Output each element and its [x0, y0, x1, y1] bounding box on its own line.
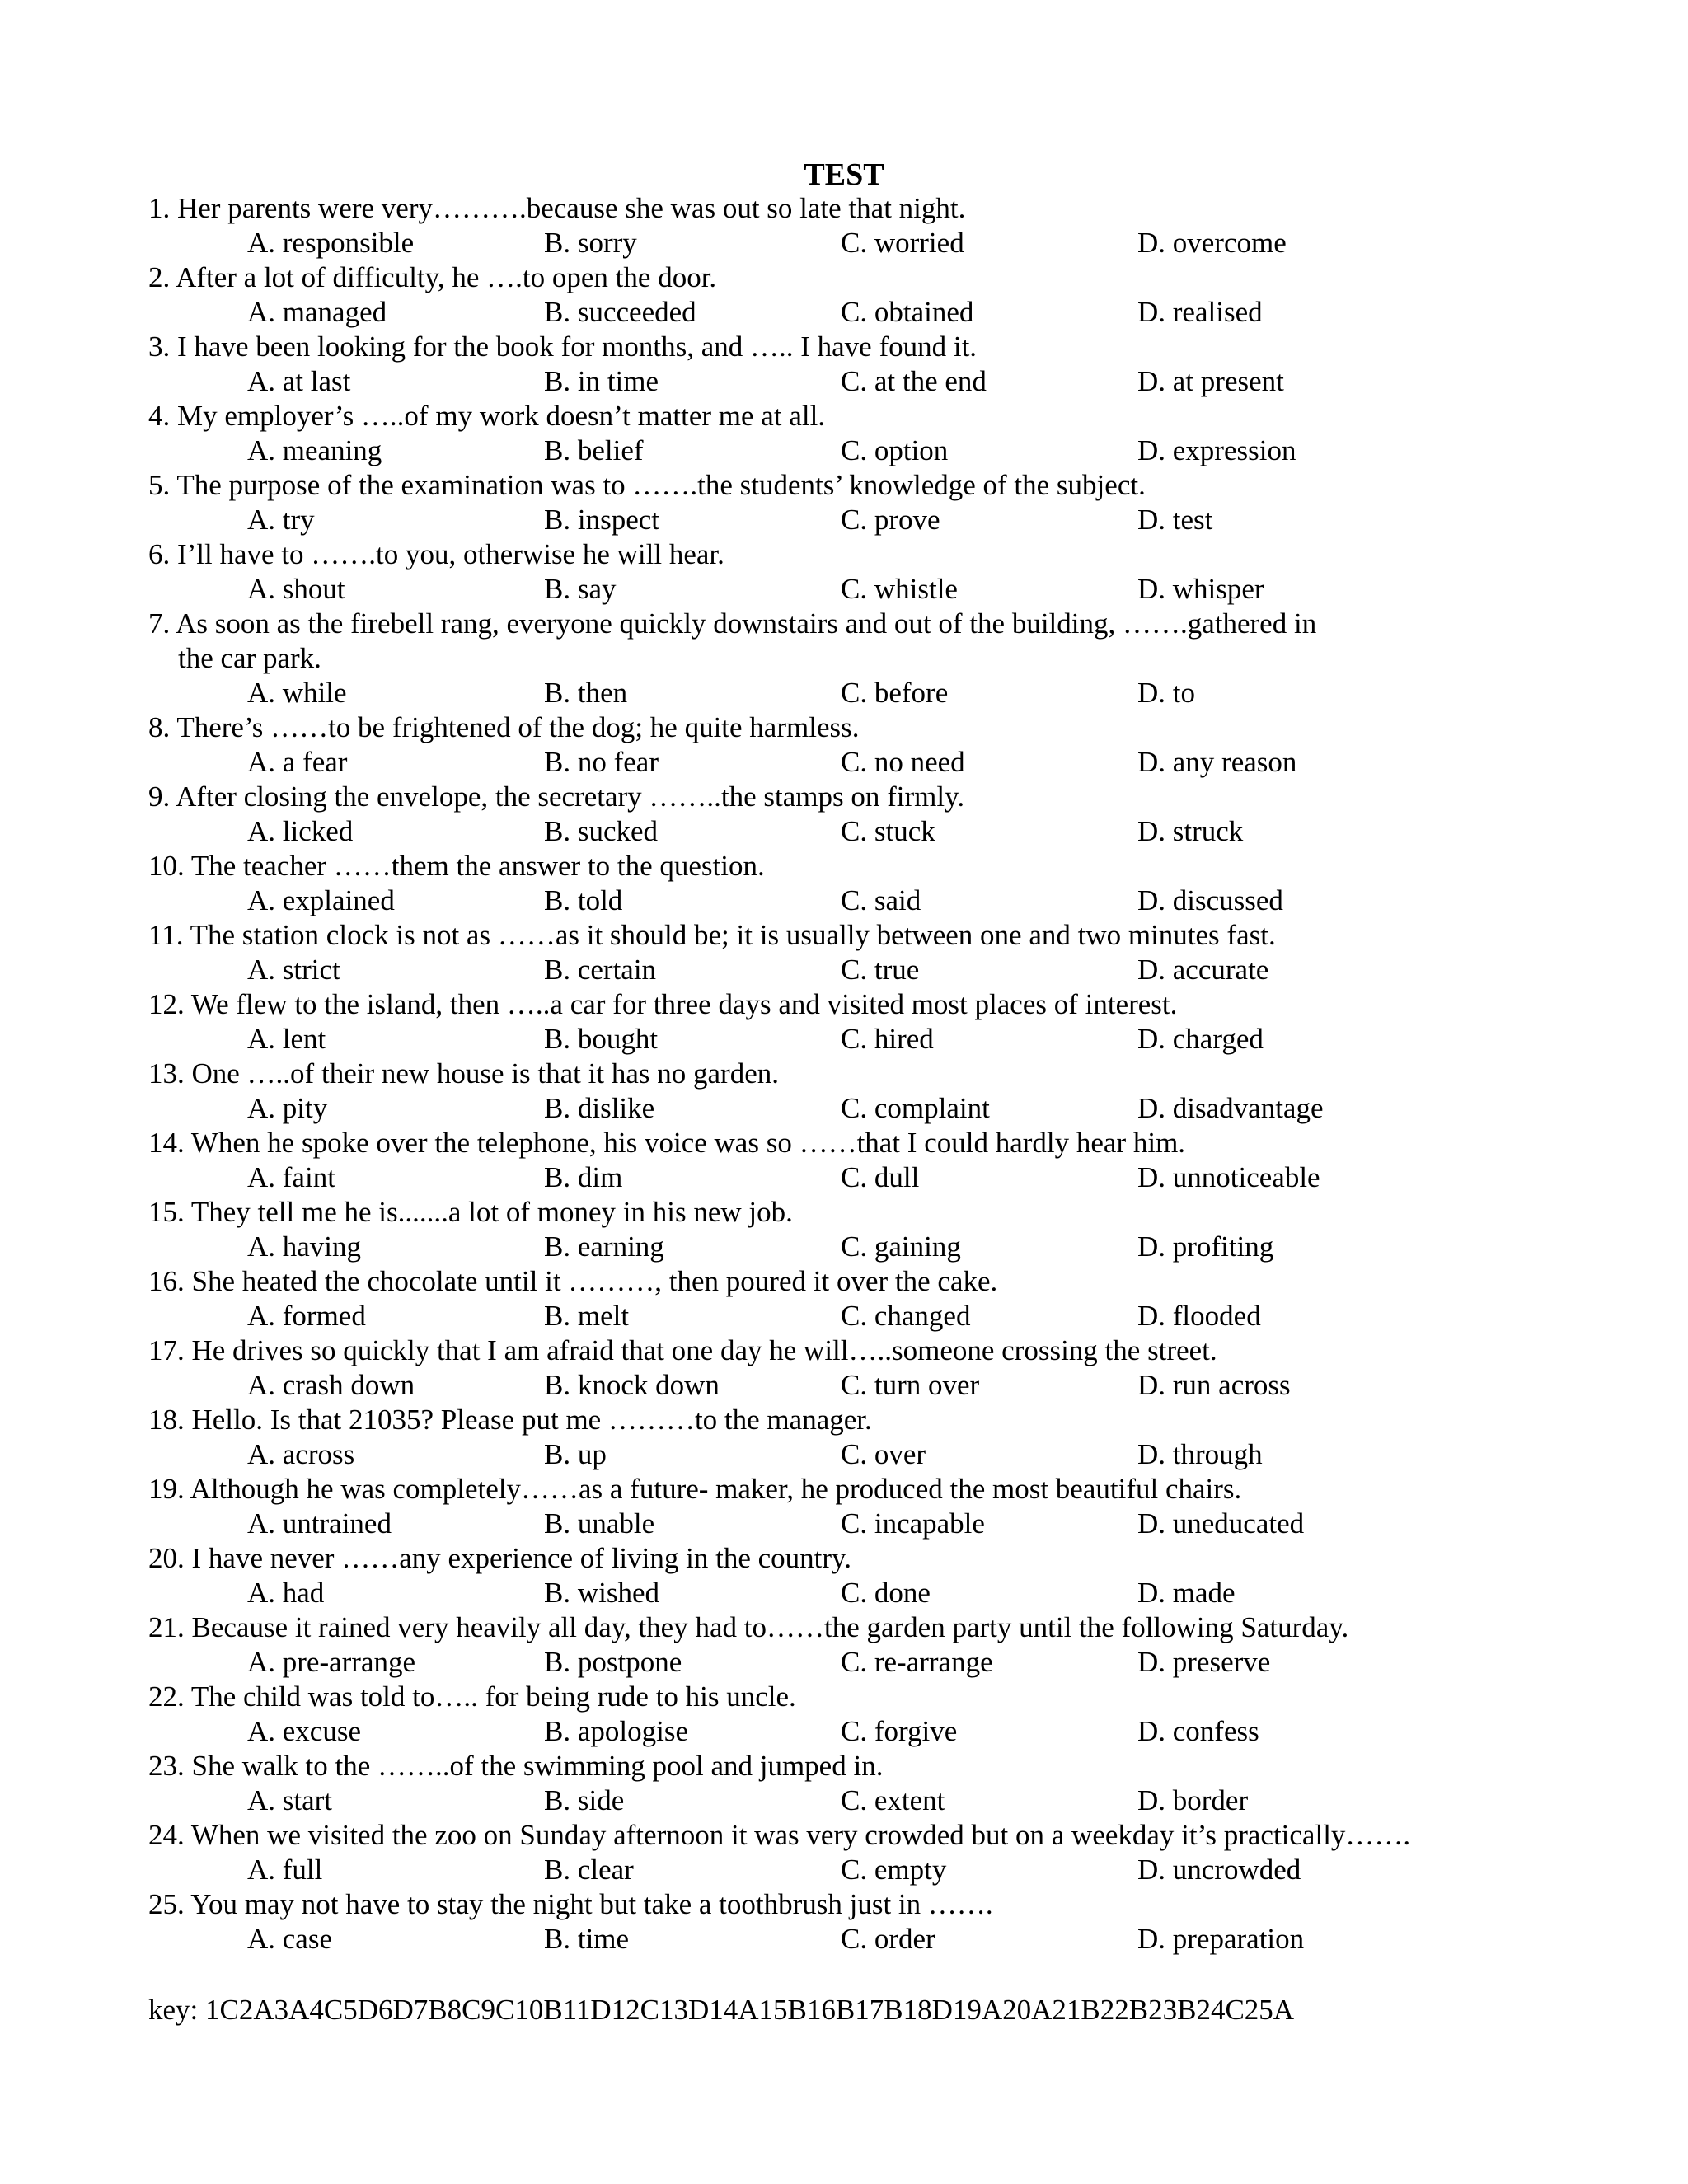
- option-a: A. formed: [247, 1300, 366, 1332]
- option-b: B. time: [544, 1923, 630, 1955]
- option-b: B. dim: [544, 1161, 623, 1193]
- option-d: D. flooded: [1137, 1300, 1261, 1332]
- option-d: D. made: [1137, 1577, 1236, 1609]
- option-a: A. while: [247, 677, 347, 709]
- option-a: A. a fear: [247, 746, 348, 778]
- option-c: C. complaint: [841, 1092, 990, 1124]
- option-c: C. stuck: [841, 815, 935, 847]
- options-row: [148, 1576, 1657, 1610]
- options-row: [148, 434, 1657, 468]
- options-row: [148, 503, 1657, 537]
- option-c: C. order: [841, 1923, 935, 1955]
- option-d: D. through: [1137, 1438, 1263, 1470]
- question-item: [148, 1333, 1657, 1403]
- option-d: D. uncrowded: [1137, 1854, 1301, 1886]
- option-a: A. shout: [247, 573, 345, 605]
- question-text: 10. The teacher ……them the answer to the question.: [148, 850, 765, 882]
- option-c: C. at the end: [841, 365, 987, 397]
- question-text: 18. Hello. Is that 21035? Please put me ………to the manager.: [148, 1404, 872, 1436]
- option-a: A. excuse: [247, 1715, 362, 1747]
- option-d: D. run across: [1137, 1369, 1291, 1401]
- option-a: A. lent: [247, 1023, 326, 1055]
- question-text: 8. There’s ……to be frightened of the dog; he quite harmless.: [148, 711, 860, 743]
- option-a: A. having: [247, 1230, 362, 1263]
- question-item: [148, 1680, 1657, 1749]
- options-row: [148, 572, 1657, 607]
- question-text: 22. The child was told to….. for being rude to his uncle.: [148, 1680, 796, 1713]
- option-c: C. changed: [841, 1300, 971, 1332]
- option-c: C. empty: [841, 1854, 947, 1886]
- option-b: B. say: [544, 573, 617, 605]
- question-text: 4. My employer’s …..of my work doesn’t matter me at all.: [148, 400, 826, 432]
- option-d: D. expression: [1137, 434, 1296, 466]
- option-c: C. said: [841, 884, 921, 916]
- question-item: [148, 710, 1657, 780]
- option-d: D. disadvantage: [1137, 1092, 1324, 1124]
- options-row: [148, 676, 1657, 710]
- option-c: C. gaining: [841, 1230, 961, 1263]
- question-item: [148, 1749, 1657, 1818]
- option-d: D. whisper: [1137, 573, 1264, 605]
- options-row: [148, 1853, 1657, 1887]
- question-text: 19. Although he was completely……as a future- maker, he produced the most beautiful chairs.: [148, 1473, 1242, 1505]
- question-item: [148, 399, 1657, 468]
- option-d: D. any reason: [1137, 746, 1297, 778]
- question-item: [148, 1403, 1657, 1472]
- option-b: B. sucked: [544, 815, 659, 847]
- option-b: B. apologise: [544, 1715, 688, 1747]
- option-d: D. discussed: [1137, 884, 1283, 916]
- question-text: 17. He drives so quickly that I am afraid that one day he will…..someone crossing the street.: [148, 1334, 1217, 1366]
- question-item: [148, 1887, 1657, 1957]
- question-item: [148, 1541, 1657, 1610]
- question-item: [148, 330, 1657, 399]
- option-c: C. no need: [841, 746, 965, 778]
- option-a: A. had: [247, 1577, 325, 1609]
- question-item: [148, 918, 1657, 987]
- option-c: C. forgive: [841, 1715, 958, 1747]
- option-b: B. then: [544, 677, 628, 709]
- question-item: [148, 849, 1657, 918]
- option-c: C. re-arrange: [841, 1646, 993, 1678]
- options-row: [148, 883, 1657, 918]
- page-title: TEST: [804, 157, 884, 192]
- option-d: D. unnoticeable: [1137, 1161, 1320, 1193]
- option-d: D. charged: [1137, 1023, 1264, 1055]
- option-a: A. faint: [247, 1161, 335, 1193]
- option-c: C. true: [841, 954, 920, 986]
- question-text: 6. I’ll have to …….to you, otherwise he will hear.: [148, 538, 724, 570]
- option-a: A. explained: [247, 884, 395, 916]
- question-item: [148, 1057, 1657, 1126]
- option-b: B. side: [544, 1784, 625, 1816]
- option-b: B. no fear: [544, 746, 659, 778]
- options-row: [148, 1160, 1657, 1195]
- option-c: C. whistle: [841, 573, 958, 605]
- answer-key: key: 1C2A3A4C5D6D7B8C9C10B11D12C13D14A15B16B17B18D19A20A21B22B23B24C25A: [148, 1994, 1295, 2026]
- option-d: D. at present: [1137, 365, 1284, 397]
- option-b: B. bought: [544, 1023, 659, 1055]
- option-a: A. pity: [247, 1092, 328, 1124]
- question-text: 14. When he spoke over the telephone, his voice was so ……that I could hardly hear him.: [148, 1127, 1186, 1159]
- options-row: [148, 226, 1657, 260]
- question-text: 25. You may not have to stay the night but take a toothbrush just in …….: [148, 1888, 993, 1920]
- question-text: 7. As soon as the firebell rang, everyone quickly downstairs and out of the building, …….gathered in: [148, 607, 1317, 640]
- question-item: [148, 987, 1657, 1057]
- question-text: 15. They tell me he is.......a lot of money in his new job.: [148, 1196, 793, 1228]
- option-a: A. start: [247, 1784, 333, 1816]
- question-item: [148, 607, 1657, 710]
- options-row: [148, 1299, 1657, 1333]
- question-text: 21. Because it rained very heavily all day, they had to……the garden party until the following Saturday.: [148, 1611, 1349, 1643]
- question-text: 24. When we visited the zoo on Sunday afternoon it was very crowded but on a weekday it’s practically…….: [148, 1819, 1411, 1851]
- option-d: D. confess: [1137, 1715, 1259, 1747]
- option-a: A. meaning: [247, 434, 382, 466]
- option-b: B. told: [544, 884, 623, 916]
- option-b: B. belief: [544, 434, 644, 466]
- question-text: 1. Her parents were very……….because she was out so late that night.: [148, 192, 966, 224]
- option-c: C. dull: [841, 1161, 920, 1193]
- option-c: C. hired: [841, 1023, 934, 1055]
- question-text: 13. One …..of their new house is that it has no garden.: [148, 1057, 779, 1090]
- question-item: [148, 1195, 1657, 1264]
- options-row: [148, 1645, 1657, 1680]
- options-row: [148, 1507, 1657, 1541]
- question-item: [148, 780, 1657, 849]
- options-row: [148, 1714, 1657, 1749]
- option-b: B. sorry: [544, 227, 637, 259]
- option-c: C. option: [841, 434, 949, 466]
- question-text: the car park.: [178, 642, 321, 674]
- options-row: [148, 364, 1657, 399]
- option-b: B. wished: [544, 1577, 659, 1609]
- option-c: C. worried: [841, 227, 964, 259]
- question-item: [148, 191, 1657, 260]
- question-text: 5. The purpose of the examination was to …….the students’ knowledge of the subject.: [148, 469, 1146, 501]
- question-item: [148, 1610, 1657, 1680]
- option-a: A. across: [247, 1438, 355, 1470]
- option-a: A. responsible: [247, 227, 415, 259]
- question-text: 16. She heated the chocolate until it ………, then poured it over the cake.: [148, 1265, 998, 1297]
- option-a: A. crash down: [247, 1369, 415, 1401]
- options-row: [148, 1368, 1657, 1403]
- question-item: [148, 1472, 1657, 1541]
- option-a: A. licked: [247, 815, 354, 847]
- option-a: A. strict: [247, 954, 340, 986]
- option-b: B. clear: [544, 1854, 634, 1886]
- option-c: C. prove: [841, 504, 940, 536]
- option-a: A. pre-arrange: [247, 1646, 416, 1678]
- option-c: C. extent: [841, 1784, 945, 1816]
- option-b: B. knock down: [544, 1369, 720, 1401]
- options-row: [148, 1091, 1657, 1126]
- question-item: [148, 260, 1657, 330]
- option-d: D. overcome: [1137, 227, 1287, 259]
- option-b: B. dislike: [544, 1092, 655, 1124]
- question-item: [148, 1818, 1657, 1887]
- question-item: [148, 468, 1657, 537]
- option-d: D. border: [1137, 1784, 1249, 1816]
- options-row: [148, 953, 1657, 987]
- option-d: D. struck: [1137, 815, 1244, 847]
- options-row: [148, 1783, 1657, 1818]
- option-d: D. accurate: [1137, 954, 1269, 986]
- question-text: 9. After closing the envelope, the secretary ……..the stamps on firmly.: [148, 780, 965, 813]
- question-item: [148, 537, 1657, 607]
- option-a: A. case: [247, 1923, 333, 1955]
- option-b: B. inspect: [544, 504, 659, 536]
- question-item: [148, 1126, 1657, 1195]
- question-text: 11. The station clock is not as ……as it should be; it is usually between one and two minutes fast.: [148, 919, 1276, 951]
- option-b: B. in time: [544, 365, 659, 397]
- option-a: A. full: [247, 1854, 323, 1886]
- option-d: D. profiting: [1137, 1230, 1274, 1263]
- option-d: D. uneducated: [1137, 1507, 1305, 1540]
- option-b: B. certain: [544, 954, 657, 986]
- options-row: [148, 295, 1657, 330]
- option-d: D. preparation: [1137, 1923, 1305, 1955]
- options-row: [148, 745, 1657, 780]
- option-b: B. postpone: [544, 1646, 682, 1678]
- question-item: [148, 1264, 1657, 1333]
- question-text: 2. After a lot of difficulty, he ….to open the door.: [148, 261, 717, 293]
- options-row: [148, 1022, 1657, 1057]
- question-text: 3. I have been looking for the book for months, and ….. I have found it.: [148, 330, 978, 363]
- option-c: C. turn over: [841, 1369, 980, 1401]
- options-row: [148, 814, 1657, 849]
- options-row: [148, 1437, 1657, 1472]
- question-list: [148, 191, 1657, 1957]
- option-d: D. to: [1137, 677, 1195, 709]
- question-text: 20. I have never ……any experience of living in the country.: [148, 1542, 851, 1574]
- options-row: [148, 1230, 1657, 1264]
- option-a: A. untrained: [247, 1507, 392, 1540]
- option-d: D. preserve: [1137, 1646, 1271, 1678]
- option-b: B. succeeded: [544, 296, 696, 328]
- option-c: C. incapable: [841, 1507, 985, 1540]
- question-text: 23. She walk to the ……..of the swimming pool and jumped in.: [148, 1750, 884, 1782]
- option-d: D. test: [1137, 504, 1213, 536]
- option-b: B. up: [544, 1438, 607, 1470]
- option-d: D. realised: [1137, 296, 1263, 328]
- option-c: C. before: [841, 677, 949, 709]
- option-b: B. unable: [544, 1507, 655, 1540]
- option-a: A. at last: [247, 365, 351, 397]
- option-c: C. over: [841, 1438, 926, 1470]
- option-a: A. try: [247, 504, 315, 536]
- option-c: C. done: [841, 1577, 931, 1609]
- option-b: B. melt: [544, 1300, 630, 1332]
- option-a: A. managed: [247, 296, 387, 328]
- question-text: 12. We flew to the island, then …..a car for three days and visited most places of interest.: [148, 988, 1178, 1020]
- option-b: B. earning: [544, 1230, 664, 1263]
- options-row: [148, 1922, 1657, 1957]
- option-c: C. obtained: [841, 296, 974, 328]
